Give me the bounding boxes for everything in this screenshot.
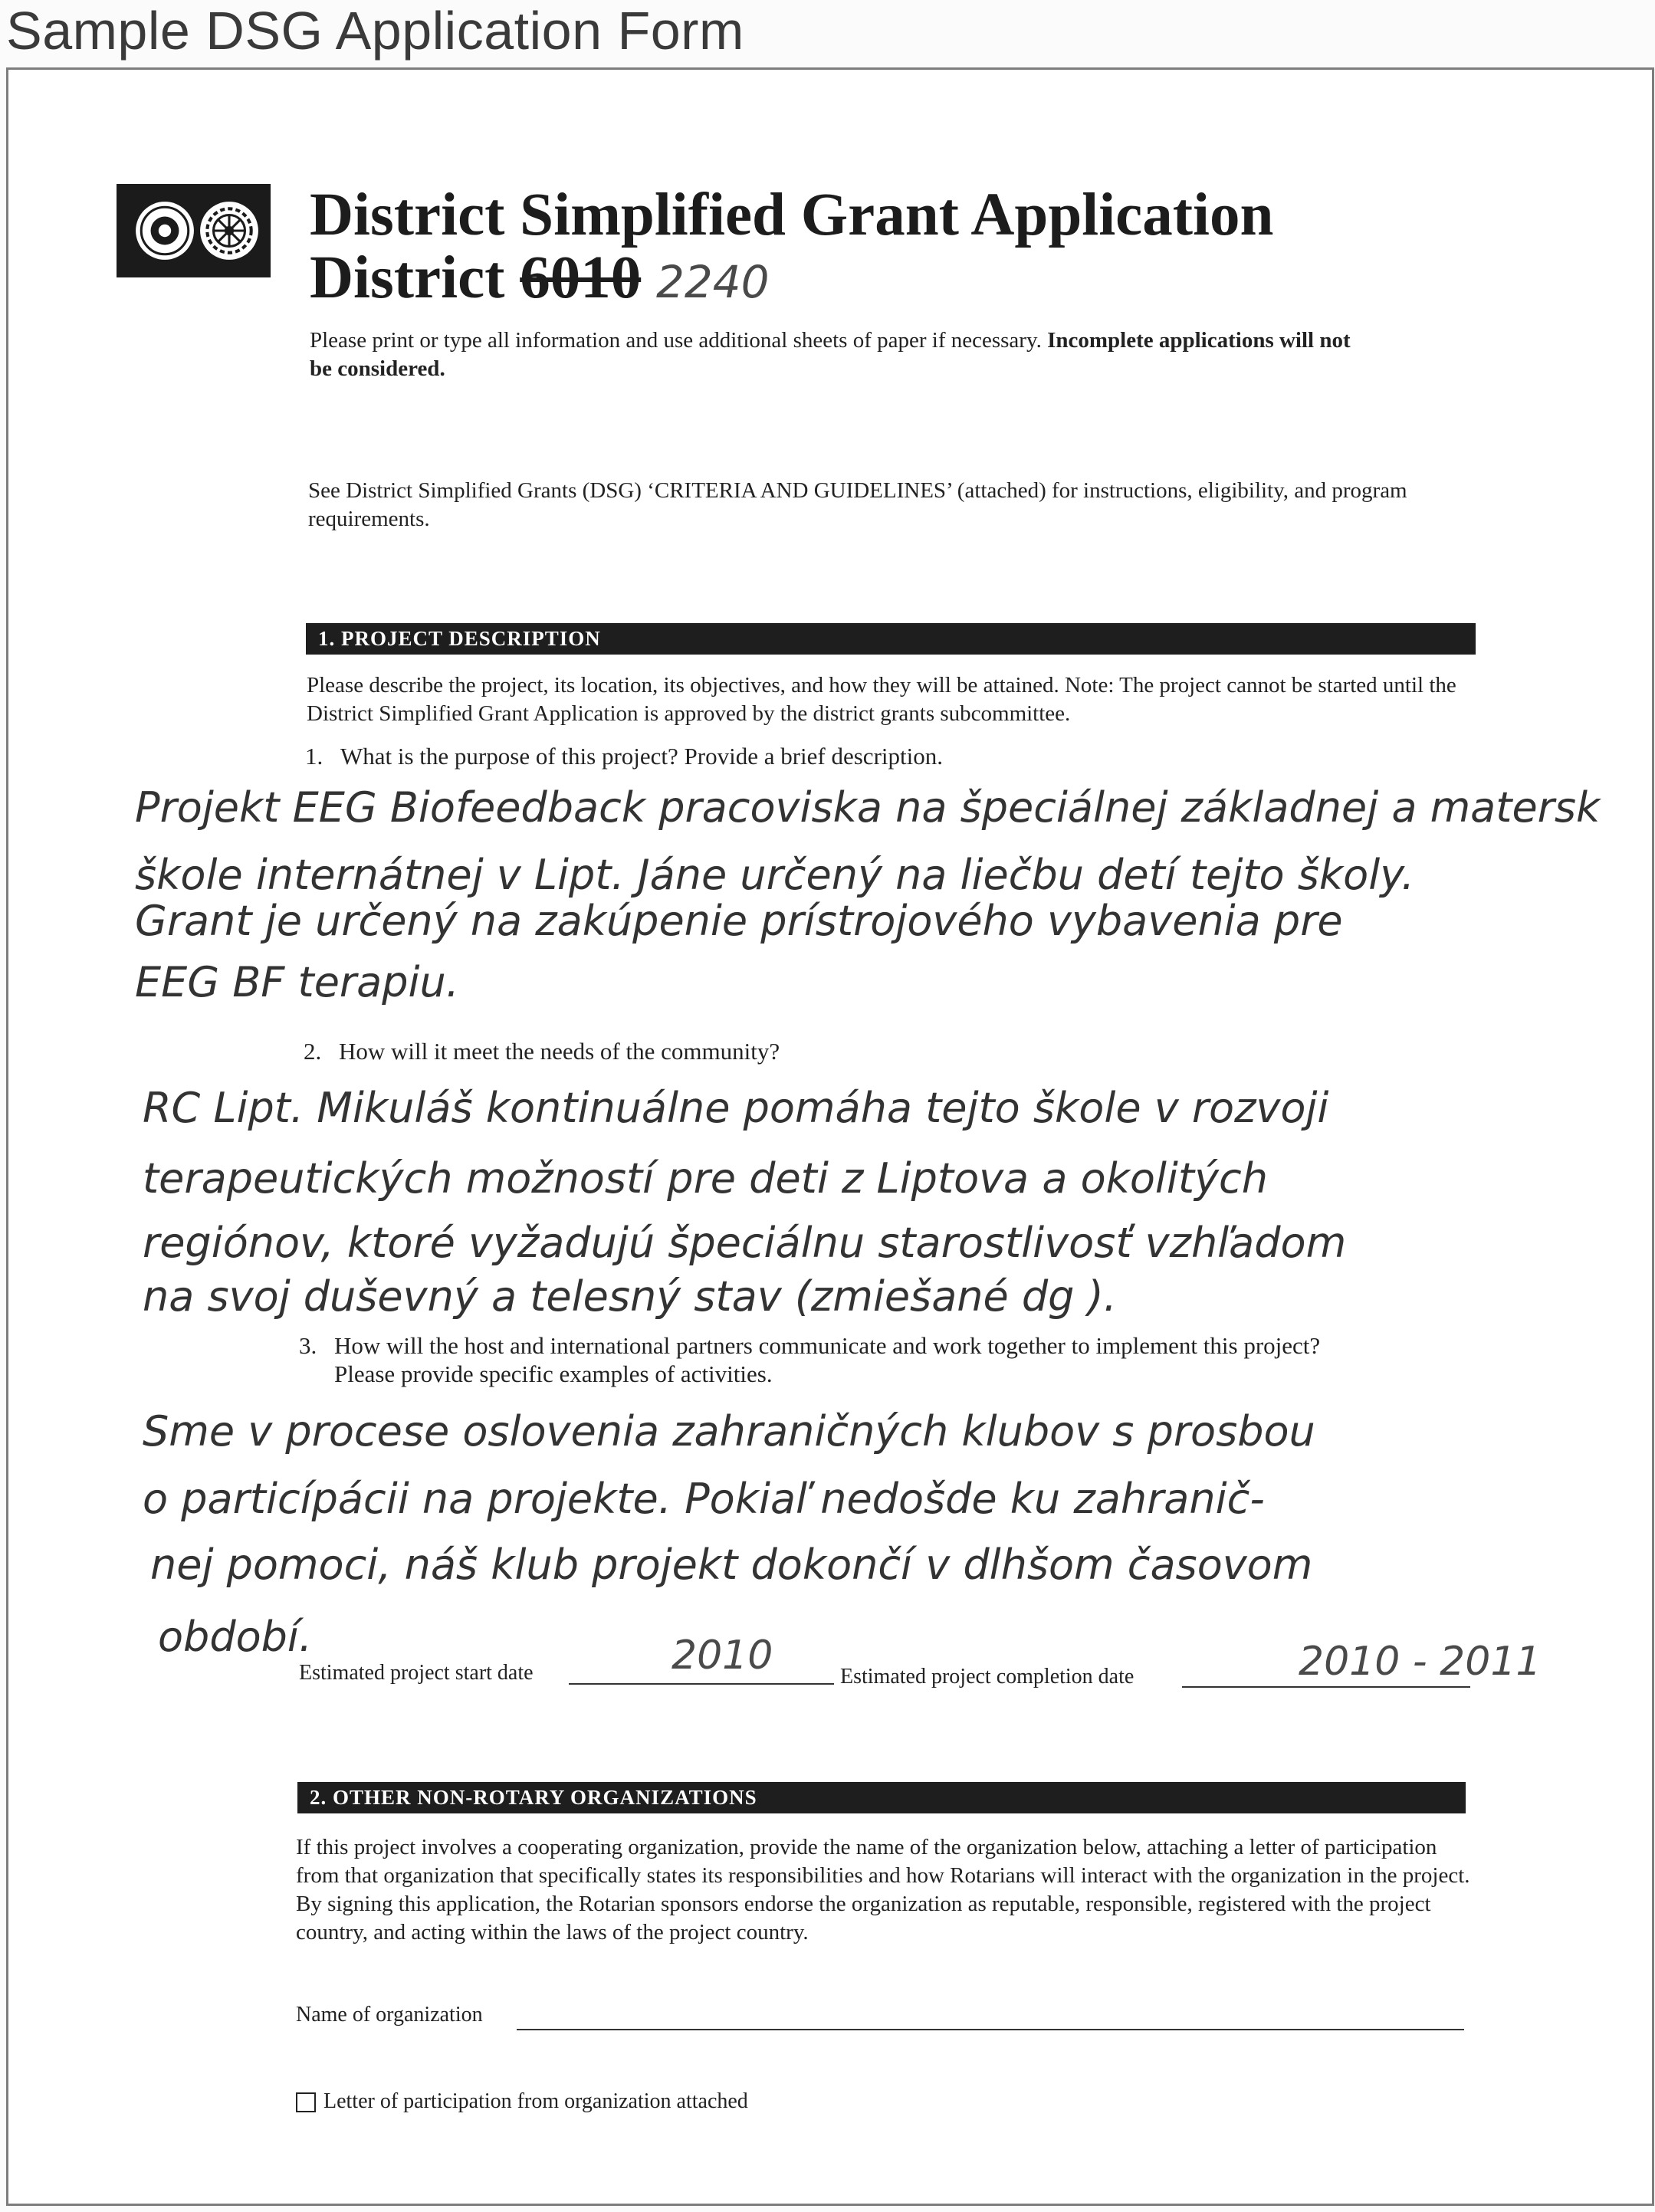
answer-2-line-1[interactable]: RC Lipt. Mikuláš kontinuálne pomáha tejto škole v rozvoji [143,1084,1329,1132]
district-handwritten-number: 2240 [655,256,770,308]
form-title: District Simplified Grant Application [310,182,1274,248]
answer-3-line-3[interactable]: nej pomoci, náš klub projekt dokončí v dlhšom časovom [150,1541,1313,1589]
letter-attached-label: Letter of participation from organization attached [323,2089,748,2113]
section-1-heading: 1. PROJECT DESCRIPTION [306,623,1476,655]
answer-3-line-4[interactable]: období. [158,1613,313,1661]
rotary-foundation-emblem-icon [133,199,196,262]
section-2-paragraph: If this project involves a cooperating organization, provide the name of the organization below, attaching a letter of participation from that organization that specifically states its responsibilities and how Rotarians will interact with the organization in the project. By signing this application, the Rotarian sponsors endorse the organization as reputable, responsible, registered with the project country, and acting within the laws of the project country. [296,1835,1470,1945]
question-1 [305,743,943,770]
district-line [310,244,770,313]
completion-date-value: 2010 - 2011 [1299,1639,1542,1685]
rotary-wheel-icon [198,199,261,262]
district-struck-number: 6010 [520,245,642,311]
answer-2-line-2[interactable]: terapeutických možností pre deti z Liptova a okolitých [143,1154,1268,1203]
intro-text [310,327,1375,383]
answer-2-line-3[interactable]: regiónov, ktoré vyžadujú špeciálnu starostlivosť vzhľadom [143,1219,1347,1267]
intro-plain: Please print or type all information and use additional sheets of paper if necessary. [310,328,1042,353]
organization-name-label: Name of organization [296,2003,483,2027]
intro-bold: Incomplete applications will not be considered. [310,328,1351,381]
answer-1-line-2[interactable]: škole internátnej v Lipt. Jáne určený na liečbu detí tejto školy. [135,851,1415,899]
question-2 [304,1038,780,1065]
answer-1-line-1[interactable]: Projekt EEG Biofeedback pracoviska na špeciálnej základnej a matersk [135,783,1601,832]
section-1-instructions: Please describe the project, its location, its objectives, and how they will be attained. Note: The project cannot be started until the District Simplified Grant Application is approved by the district grants subcommittee. [307,673,1456,726]
question-2-text: How will it meet the needs of the community? [339,1038,780,1065]
answer-3-line-2[interactable]: o particípácii na projekte. Pokiaľ nedošde ku zahranič- [143,1475,1265,1523]
start-date-value: 2010 [672,1633,773,1679]
guidelines-note: See District Simplified Grants (DSG) ‘CRITERIA AND GUIDELINES’ (attached) for instructions, eligibility, and program requirements. [308,478,1407,531]
completion-date-label: Estimated project completion date [840,1665,1135,1689]
answer-1-line-3[interactable]: Grant je určený na zakúpenie prístrojového vybavenia pre [135,897,1343,945]
district-prefix: District [310,245,505,311]
section-2-heading: 2. OTHER NON-ROTARY ORGANIZATIONS [297,1782,1466,1813]
question-1-text: What is the purpose of this project? Provide a brief description. [340,743,943,770]
question-3-number: 3. [299,1332,317,1359]
completion-date-field[interactable] [1182,1686,1470,1688]
question-3-line-2: Please provide specific examples of activities. [334,1360,773,1387]
question-3 [299,1332,1320,1360]
start-date-label: Estimated project start date [299,1661,534,1685]
letter-attached-checkbox[interactable] [296,2092,316,2112]
rotary-logo [117,184,271,277]
question-3-text: How will the host and international partners communicate and work together to implement this project? [334,1332,1321,1359]
answer-2-line-4[interactable]: na svoj duševný a telesný stav (zmiešané dg ). [143,1272,1117,1321]
organization-name-field[interactable] [517,2029,1464,2030]
answer-3-line-1[interactable]: Sme v procese oslovenia zahraničných klubov s prosbou [143,1407,1315,1456]
answer-1-line-4[interactable]: EEG BF terapiu. [135,958,459,1006]
page-header-title: Sample DSG Application Form [6,1,744,61]
start-date-field[interactable] [569,1683,834,1685]
question-2-number: 2. [304,1038,322,1065]
question-1-number: 1. [305,743,323,770]
